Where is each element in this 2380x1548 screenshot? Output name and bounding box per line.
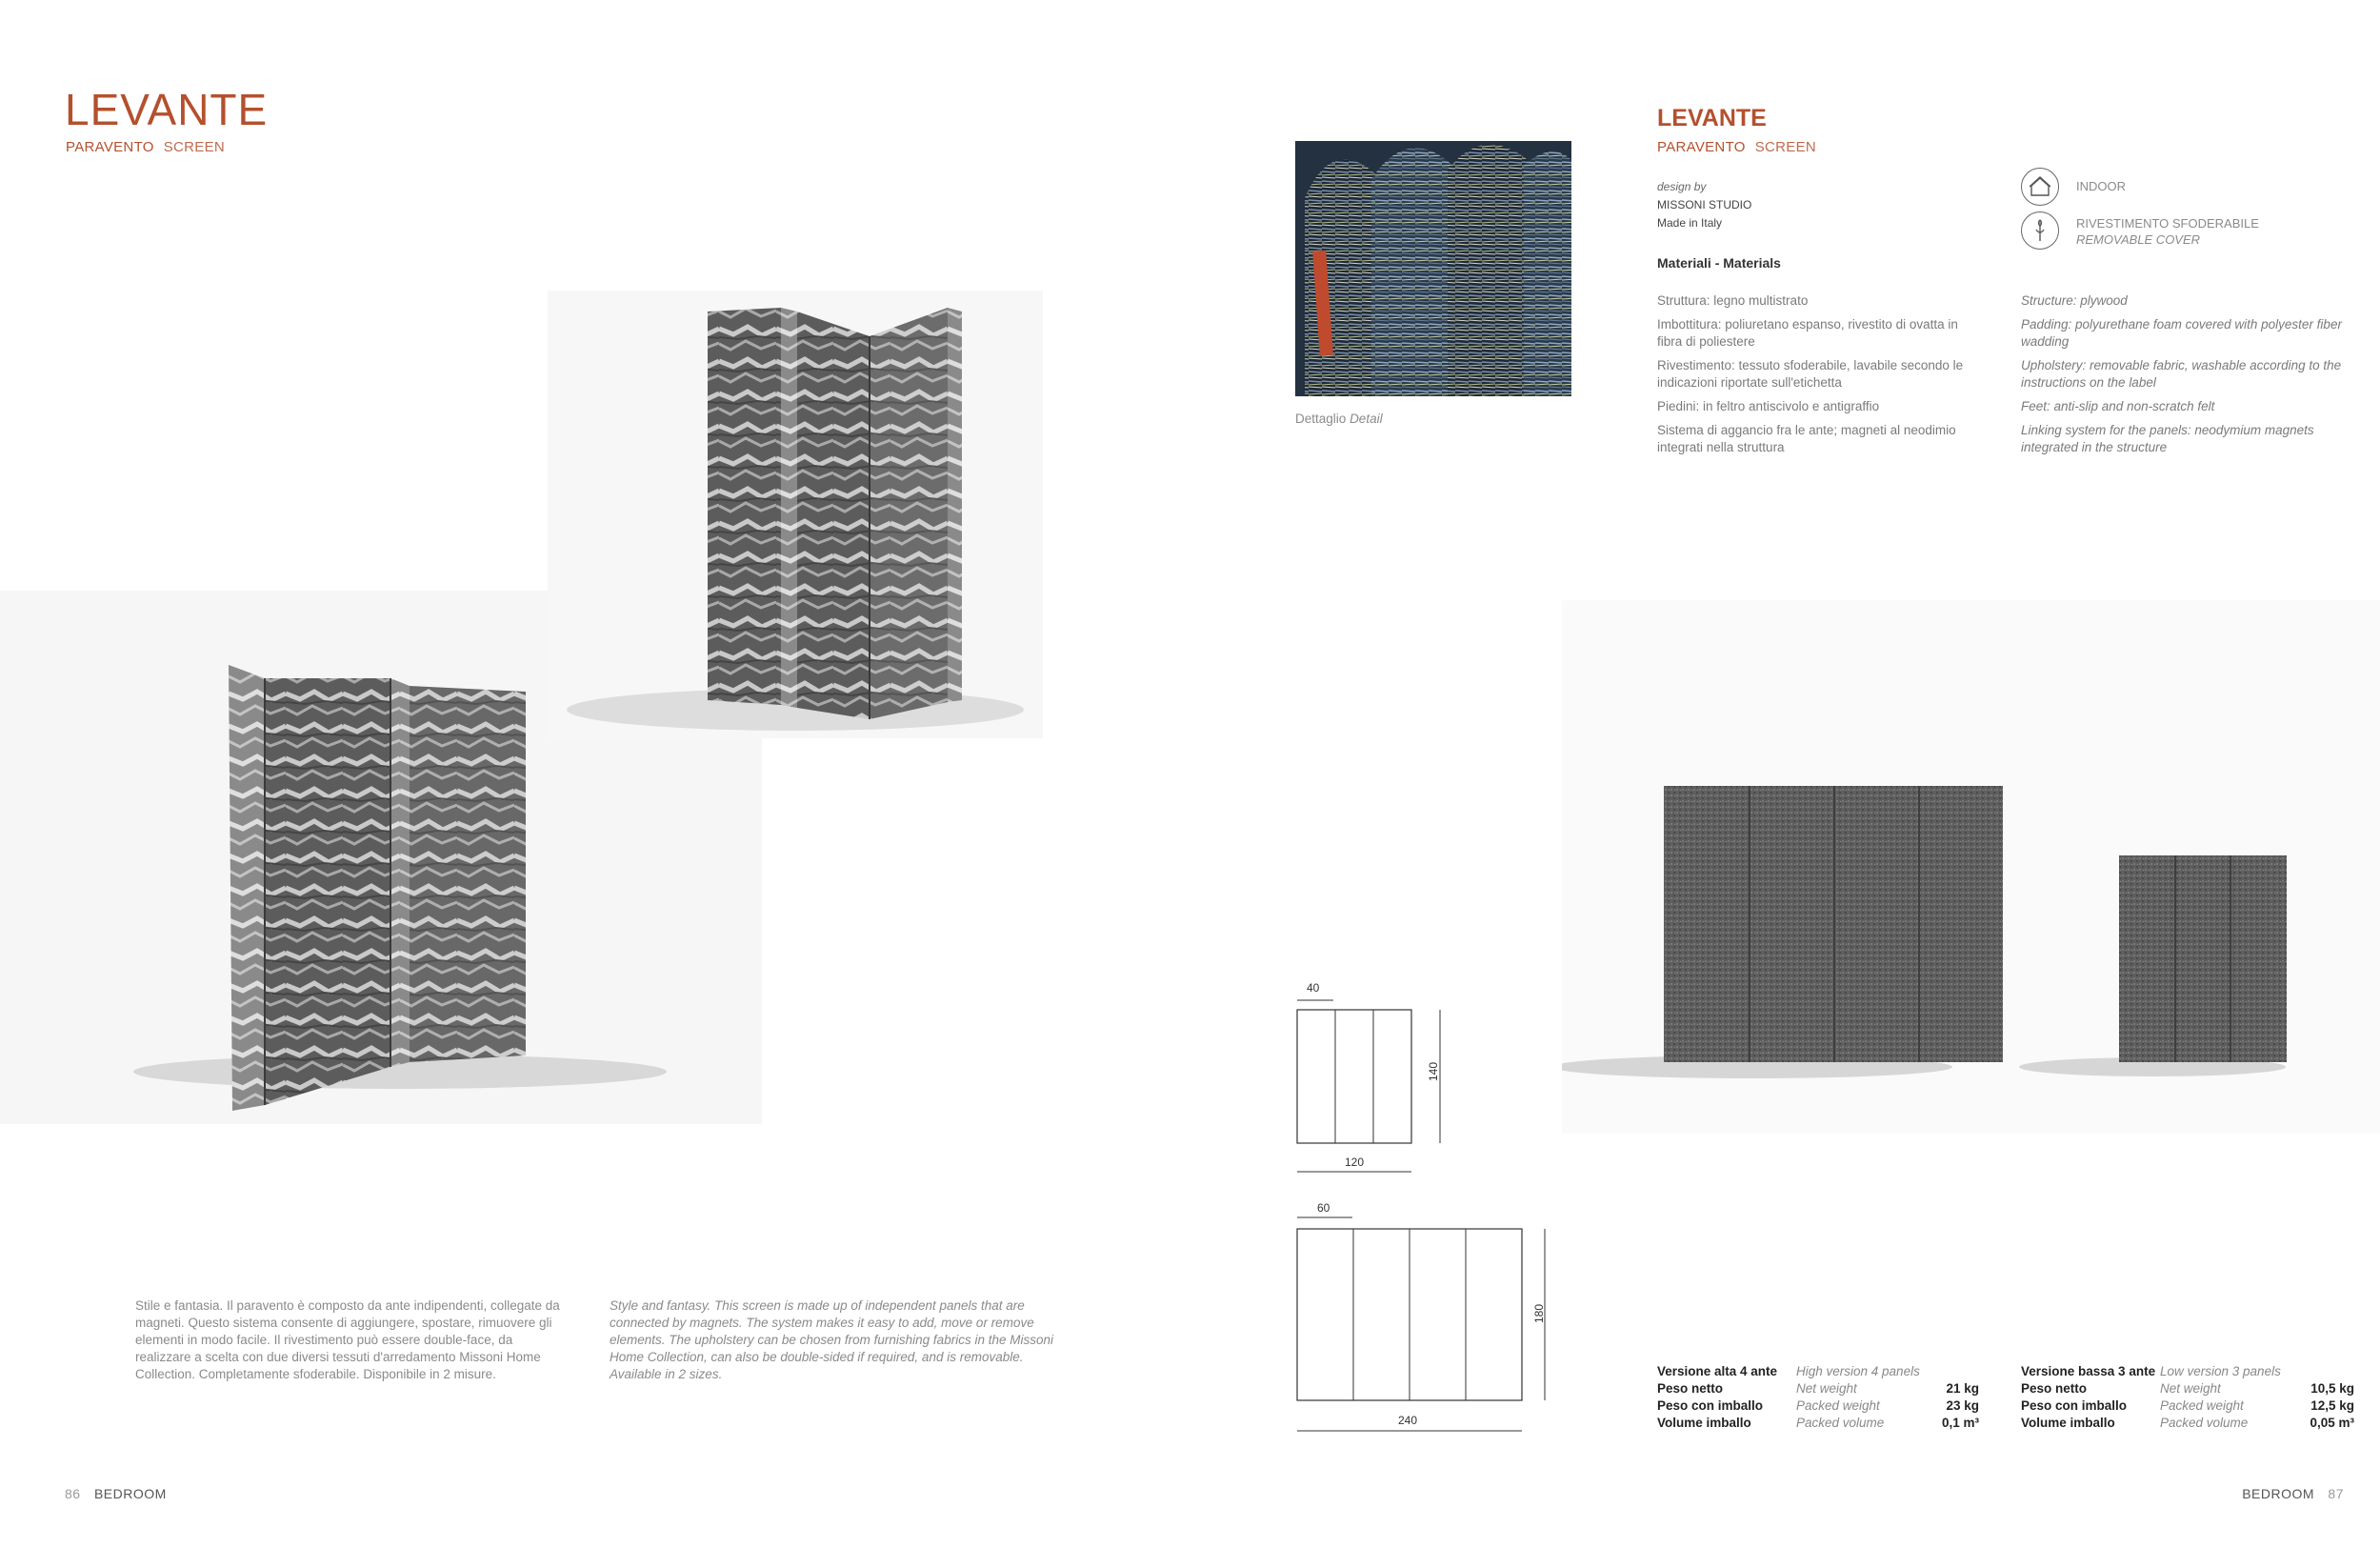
dim-large-width: 240: [1398, 1414, 1418, 1427]
version-low-header: [2021, 1364, 2354, 1381]
description-english: Style and fantasy. This screen is made up of independent panels that are connected by magnets. The system makes it easy to add, move or remove elements. The upholstery can be chosen from furnishing fabrics in the Missoni Home Collection, can also be double-sided if required, and is removable. Available in 2 sizes.: [610, 1298, 1053, 1381]
product-photo-folded: [548, 291, 1043, 738]
table-row: [1657, 1381, 1979, 1398]
page-number-right: 87: [2328, 1486, 2344, 1501]
version-high-table: [1657, 1364, 1979, 1433]
material-upholstery-en: Upholstery: removable fabric, washable according to the instructions on the label: [2021, 358, 2342, 390]
removable-cover-label: [2076, 215, 2259, 248]
version-low-table: [2021, 1364, 2354, 1433]
dim-small-width: 120: [1345, 1156, 1365, 1169]
screen-illustration-folded: [548, 291, 1043, 738]
row-label-en: Packed weight: [1796, 1398, 1880, 1413]
materials-list-en: [2021, 292, 2350, 463]
row-value: 0,1 m³: [1941, 1416, 1979, 1430]
materials-heading: Materiali - Materials: [1657, 255, 1781, 271]
materials-list-it: [1657, 292, 1976, 463]
row-label-en: Packed weight: [2160, 1398, 2244, 1413]
right-subtitle: [1657, 139, 1816, 155]
row-value: 12,5 kg: [2310, 1398, 2354, 1413]
table-row: [2021, 1398, 2354, 1416]
row-value: 10,5 kg: [2310, 1381, 2354, 1396]
table-row: [2021, 1381, 2354, 1398]
made-in-label: Made in Italy: [1657, 216, 1723, 230]
section-label-right: BEDROOM: [2242, 1486, 2315, 1501]
left-subtitle-en: SCREEN: [163, 139, 226, 155]
description-italian: Stile e fantasia. Il paravento è composto da ante indipendenti, collegate da magneti. Questo sistema consente di aggiungere, spostare, rimuovere gli elementi in modo facile. Il rivestimento può essere double-face, da realizzare a scelta con due diversi tessuti d'arredamento Missoni Home Collection. Completamente sfoderabile. Disponibile in 2 misure.: [135, 1298, 560, 1381]
material-linking-it: Sistema di aggancio fra le ante; magneti al neodimio integrati nella struttura: [1657, 423, 1956, 454]
indoor-label: INDOOR: [2076, 179, 2126, 193]
removable-cover-en: REMOVABLE COVER: [2076, 232, 2201, 247]
detail-caption-it: Dettaglio: [1295, 412, 1347, 426]
row-value: 21 kg: [1946, 1381, 1979, 1396]
left-subtitle-it: PARAVENTO: [66, 139, 154, 155]
material-structure-it: Struttura: legno multistrato: [1657, 293, 1809, 308]
needle-icon: [2021, 211, 2059, 250]
right-footer: [2242, 1486, 2344, 1501]
row-label: Peso netto: [1657, 1381, 1724, 1396]
row-label-en: Packed volume: [2160, 1416, 2249, 1430]
version-high-title-en: High version 4 panels: [1796, 1364, 1920, 1378]
right-subtitle-it: PARAVENTO: [1657, 139, 1746, 155]
left-title: LEVANTE: [65, 85, 269, 134]
material-feet-en: Feet: anti-slip and non-scratch felt: [2021, 399, 2215, 413]
material-upholstery-it: Rivestimento: tessuto sfoderabile, lavabile secondo le indicazioni riportate sull'etichetta: [1657, 358, 1964, 390]
page-number-left: 86: [65, 1486, 81, 1501]
material-structure-en: Structure: plywood: [2021, 293, 2128, 308]
material-feet-it: Piedini: in feltro antiscivolo e antigraffio: [1657, 399, 1880, 413]
left-footer: [65, 1486, 167, 1501]
row-label: Peso con imballo: [1657, 1398, 1764, 1413]
material-padding-it: Imbottitura: poliuretano espanso, rivestito di ovatta in fibra di poliestere: [1657, 317, 1958, 349]
version-low-title: Versione bassa 3 ante: [2021, 1364, 2156, 1378]
right-subtitle-en: SCREEN: [1754, 139, 1817, 155]
removable-cover-it: RIVESTIMENTO SFODERABILE: [2076, 216, 2259, 231]
version-high-header: [1657, 1364, 1979, 1381]
version-low-title-en: Low version 3 panels: [2160, 1364, 2281, 1378]
section-label-left: BEDROOM: [93, 1486, 167, 1501]
detail-caption: [1295, 412, 1383, 426]
material-padding-en: Padding: polyurethane foam covered with polyester fiber wadding: [2021, 317, 2342, 349]
row-label: Volume imballo: [2021, 1416, 2115, 1430]
row-label: Peso netto: [2021, 1381, 2088, 1396]
row-label-en: Net weight: [2160, 1381, 2221, 1396]
row-label: Peso con imballo: [2021, 1398, 2128, 1413]
table-row: [1657, 1398, 1979, 1416]
version-high-title: Versione alta 4 ante: [1657, 1364, 1778, 1378]
screens-front-illustration: [1562, 600, 2380, 1134]
dim-small-height: 140: [1427, 1061, 1441, 1082]
designer-block: [1657, 178, 1751, 232]
fabric-detail-illustration: [1295, 141, 1571, 396]
dim-large-panel: 60: [1317, 1201, 1330, 1215]
detail-photo: [1295, 141, 1571, 396]
designer-name: MISSONI STUDIO: [1657, 198, 1752, 211]
row-label-en: Packed volume: [1796, 1416, 1885, 1430]
table-row: [2021, 1416, 2354, 1433]
dim-large-height: 180: [1532, 1303, 1547, 1324]
house-icon: [2021, 168, 2059, 206]
detail-caption-en: Detail: [1350, 412, 1383, 426]
design-by-label: design by: [1657, 180, 1707, 193]
dim-small-panel: 40: [1307, 981, 1320, 995]
right-title: LEVANTE: [1657, 105, 1767, 131]
row-value: 23 kg: [1946, 1398, 1979, 1413]
material-linking-en: Linking system for the panels: neodymium magnets integrated in the structure: [2021, 423, 2314, 454]
table-row: [1657, 1416, 1979, 1433]
row-label: Volume imballo: [1657, 1416, 1751, 1430]
row-value: 0,05 m³: [2310, 1416, 2354, 1430]
row-label-en: Net weight: [1796, 1381, 1857, 1396]
product-photo-flat: [1562, 600, 2380, 1134]
left-subtitle: [66, 139, 225, 155]
